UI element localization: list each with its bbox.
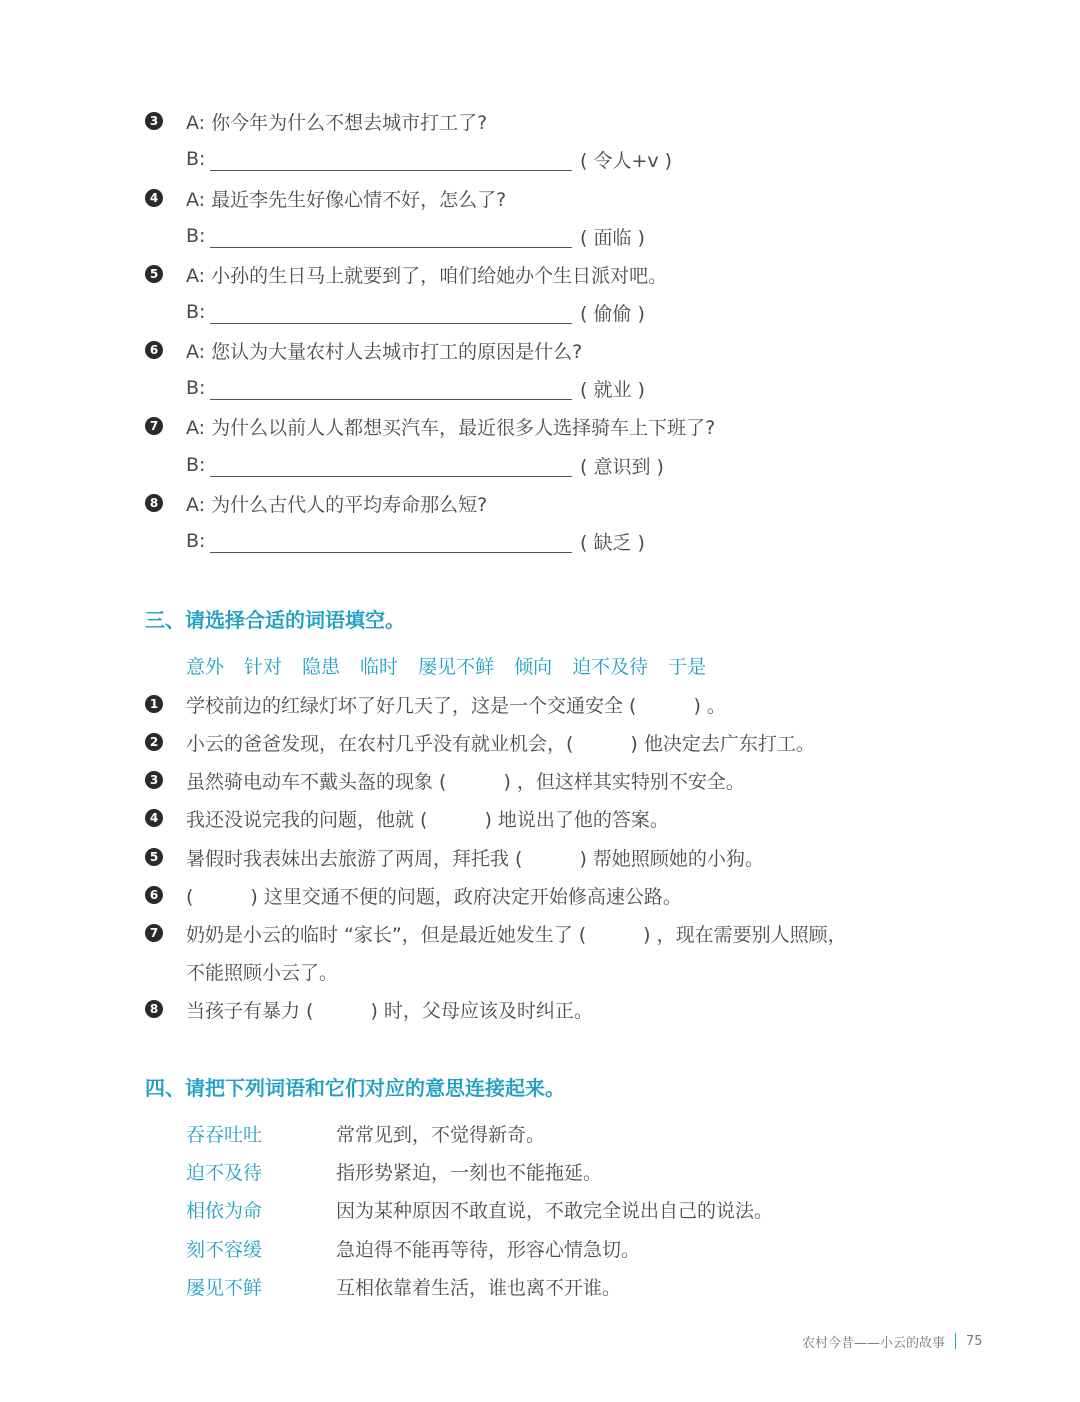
answer-b-label: B: (186, 225, 206, 247)
item-number: 3 (145, 112, 163, 130)
word-bank-item: 迫不及待 (572, 655, 649, 678)
fill-in-sentence[interactable]: 奶奶是小云的临时 “家长”，但是最近她发生了 ( ) ，现在需要别人照顾， (186, 923, 847, 946)
answer-hint: ( 意识到 ) (580, 455, 664, 478)
word-bank-item: 针对 (244, 655, 283, 678)
question-a: A: 你今年为什么不想去城市打工了? (186, 111, 488, 134)
item-number: 6 (145, 886, 163, 904)
fill-in-sentence[interactable]: 学校前边的红绿灯坏了好几天了，这是一个交通安全 ( ) 。 (186, 694, 726, 717)
word-bank-item: 屡见不鲜 (418, 655, 495, 678)
match-term[interactable]: 刻不容缓 (186, 1238, 263, 1261)
fill-in-sentence[interactable]: 暑假时我表妹出去旅游了两周，拜托我 ( ) 帮她照顾她的小狗。 (186, 847, 764, 870)
word-bank-item: 倾向 (514, 655, 553, 678)
item-number: 8 (145, 494, 163, 512)
question-a: A: 小孙的生日马上就要到了，咱们给她办个生日派对吧。 (186, 264, 668, 287)
question-a: A: 为什么古代人的平均寿命那么短? (186, 493, 488, 516)
match-term[interactable]: 屡见不鲜 (186, 1276, 263, 1299)
match-term[interactable]: 相依为命 (186, 1199, 263, 1222)
fill-in-sentence[interactable]: ( ) 这里交通不便的问题，政府决定开始修高速公路。 (186, 885, 682, 908)
answer-hint: ( 令人+v ) (580, 149, 673, 172)
question-a: A: 最近李先生好像心情不好，怎么了? (186, 188, 507, 211)
section-3-heading: 三、请选择合适的词语填空。 (145, 607, 405, 632)
answer-b-label: B: (186, 530, 206, 552)
word-bank-item: 隐患 (302, 655, 341, 678)
fill-in-sentence[interactable]: 当孩子有暴力 ( ) 时，父母应该及时纠正。 (186, 999, 593, 1022)
match-meaning[interactable]: 因为某种原因不敢直说，不敢完全说出自己的说法。 (336, 1199, 774, 1222)
fill-in-sentence[interactable]: 我还没说完我的问题，他就 ( ) 地说出了他的答案。 (186, 808, 669, 831)
fill-in-sentence-continued: 不能照顾小云了。 (186, 961, 339, 984)
item-number: 3 (145, 771, 163, 789)
word-bank (186, 650, 726, 680)
answer-b-label: B: (186, 377, 206, 399)
item-number: 2 (145, 733, 163, 751)
footer-title: 农村今昔——小云的故事 (802, 1335, 946, 1351)
fill-in-sentence[interactable]: 虽然骑电动车不戴头盔的现象 ( ) ，但这样其实特别不安全。 (186, 770, 745, 793)
answer-blank[interactable] (210, 377, 572, 400)
question-a: A: 您认为大量农村人去城市打工的原因是什么? (186, 340, 583, 363)
item-number: 5 (145, 848, 163, 866)
item-number: 4 (145, 189, 163, 207)
answer-b-label: B: (186, 148, 206, 170)
answer-blank[interactable] (210, 454, 572, 477)
fill-in-sentence[interactable]: 小云的爸爸发现，在农村几乎没有就业机会，( ) 他决定去广东打工。 (186, 732, 815, 755)
question-a: A: 为什么以前人人都想买汽车，最近很多人选择骑车上下班了? (186, 416, 716, 439)
answer-hint: ( 偷偷 ) (580, 302, 645, 325)
item-number: 4 (145, 809, 163, 827)
answer-b-label: B: (186, 454, 206, 476)
match-meaning[interactable]: 急迫得不能再等待，形容心情急切。 (336, 1238, 641, 1261)
match-meaning[interactable]: 互相依靠着生活，谁也离不开谁。 (336, 1276, 622, 1299)
word-bank-item: 临时 (360, 655, 399, 678)
item-number: 7 (145, 417, 163, 435)
answer-blank[interactable] (210, 148, 572, 171)
page-footer (802, 1330, 983, 1352)
page-number: 75 (966, 1333, 983, 1349)
answer-blank[interactable] (210, 225, 572, 248)
answer-blank[interactable] (210, 530, 572, 553)
answer-hint: ( 面临 ) (580, 226, 645, 249)
section-4-heading: 四、请把下列词语和它们对应的意思连接起来。 (145, 1075, 565, 1100)
answer-b-label: B: (186, 301, 206, 323)
item-number: 5 (145, 265, 163, 283)
answer-hint: ( 就业 ) (580, 378, 645, 401)
item-number: 6 (145, 341, 163, 359)
footer-divider (955, 1333, 956, 1349)
word-bank-item: 于是 (668, 655, 707, 678)
match-term[interactable]: 迫不及待 (186, 1161, 263, 1184)
item-number: 1 (145, 695, 163, 713)
answer-blank[interactable] (210, 301, 572, 324)
match-meaning[interactable]: 指形势紧迫，一刻也不能拖延。 (336, 1161, 603, 1184)
answer-hint: ( 缺乏 ) (580, 531, 645, 554)
match-term[interactable]: 吞吞吐吐 (186, 1123, 263, 1146)
item-number: 8 (145, 1000, 163, 1018)
item-number: 7 (145, 924, 163, 942)
word-bank-item: 意外 (186, 655, 225, 678)
match-meaning[interactable]: 常常见到，不觉得新奇。 (336, 1123, 546, 1146)
